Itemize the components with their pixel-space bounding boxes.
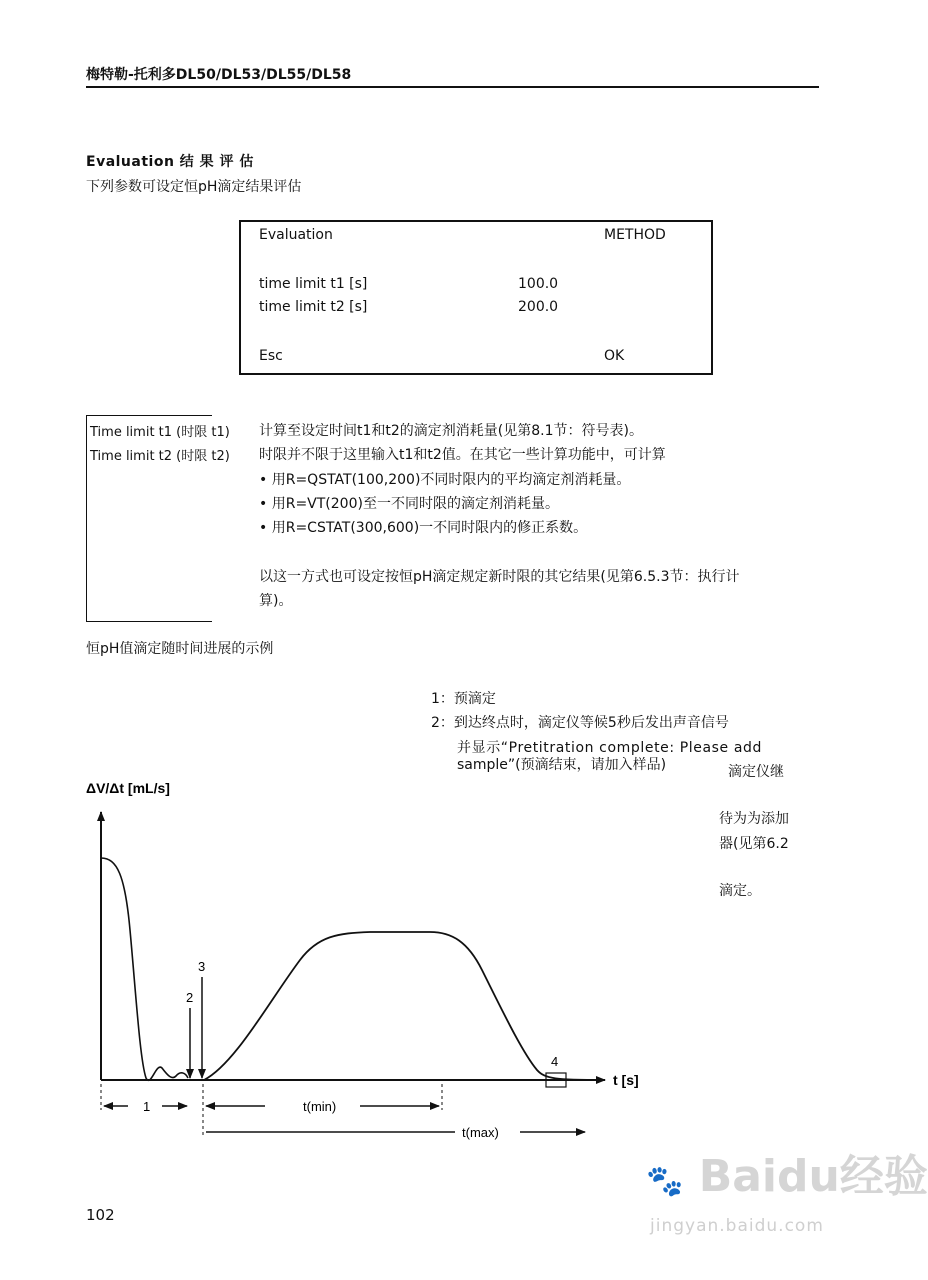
watermark-logo — [646, 1140, 928, 1204]
bullet-item: • 用R=QSTAT(100,200)不同时限内的平均滴定剂消耗量。 — [259, 472, 631, 488]
marker-label-4: 4 — [551, 1054, 559, 1069]
bullet-item: • 用R=VT(200)至一不同时限的滴定剂消耗量。 — [259, 496, 559, 512]
panel-row-label-t2: time limit t2 [s] — [259, 299, 368, 315]
ok-button[interactable]: OK — [604, 348, 625, 364]
document-header-title: 梅特勒-托利多DL50/DL53/DL55/DL58 — [86, 67, 352, 83]
page-number: 102 — [86, 1206, 115, 1224]
series-pretitration-line — [101, 858, 188, 1080]
definition-term-t1: Time limit t1 (时限 t1) — [90, 425, 230, 440]
note-fragment-1: 待为为添加 — [719, 811, 789, 827]
panel-row-value-t1[interactable]: 100.0 — [518, 276, 559, 292]
x-axis-label: t [s] — [613, 1072, 639, 1088]
panel-row-value-t2[interactable]: 200.0 — [518, 299, 559, 315]
series-titration-line — [204, 932, 604, 1080]
note-fragment-3: 滴定。 — [719, 883, 761, 899]
panel-row-label-t1: time limit t1 [s] — [259, 276, 368, 292]
note-2b: 并显示“Pretitration complete: Please add — [457, 740, 762, 756]
definition-line-2: 时限并不限于这里输入t1和t2值。在其它一些计算功能中，可计算 — [259, 447, 666, 463]
section-subtitle: 下列参数可设定恒pH滴定结果评估 — [86, 179, 302, 195]
note-2a: 2：到达终点时，滴定仪等候5秒后发出声音信号 — [431, 715, 729, 731]
interval-tmin-label: t(min) — [303, 1099, 337, 1114]
definition-para-line-2: 算)。 — [259, 593, 293, 609]
definition-para-line-1: 以这一方式也可设定按恒pH滴定规定新时限的其它结果(见第6.5.3节：执行计 — [259, 569, 740, 585]
bullet-text: 用R=VT(200)至一不同时限的滴定剂消耗量。 — [271, 496, 559, 512]
watermark-url: jingyan.baidu.com — [650, 1216, 824, 1236]
note-2c-tail: 滴定仪继 — [728, 764, 784, 780]
panel-title: Evaluation — [259, 227, 333, 243]
watermark-paw-icon: 🐾 — [646, 1164, 684, 1199]
marker-label-3: 3 — [198, 959, 206, 974]
note-fragment-2: 器(见第6.2 — [719, 836, 789, 852]
definition-line-1: 计算至设定时间t1和t2的滴定剂消耗量(见第8.1节：符号表)。 — [259, 423, 643, 439]
panel-mode: METHOD — [604, 227, 666, 243]
note-1: 1：预滴定 — [431, 691, 496, 707]
watermark-logo-text: Baidu经验 — [698, 1151, 928, 1202]
marker-label-2: 2 — [186, 990, 194, 1005]
bullet-item: • 用R=CSTAT(300,600)一不同时限内的修正系数。 — [259, 520, 588, 536]
y-axis-label: ΔV/Δt [mL/s] — [86, 780, 170, 796]
bullet-text: 用R=QSTAT(100,200)不同时限内的平均滴定剂消耗量。 — [271, 472, 631, 488]
example-title: 恒pH值滴定随时间进展的示例 — [86, 641, 274, 657]
definition-term-t2: Time limit t2 (时限 t2) — [90, 449, 230, 464]
interval-1-label: 1 — [143, 1099, 151, 1114]
bullet-text: 用R=CSTAT(300,600)一不同时限内的修正系数。 — [271, 520, 588, 536]
esc-button[interactable]: Esc — [259, 348, 283, 364]
interval-tmax-label: t(max) — [462, 1125, 499, 1140]
section-title: Evaluation 结 果 评 估 — [86, 154, 254, 170]
note-2c-text: sample”(预滴结束，请加入样品) — [457, 757, 667, 773]
